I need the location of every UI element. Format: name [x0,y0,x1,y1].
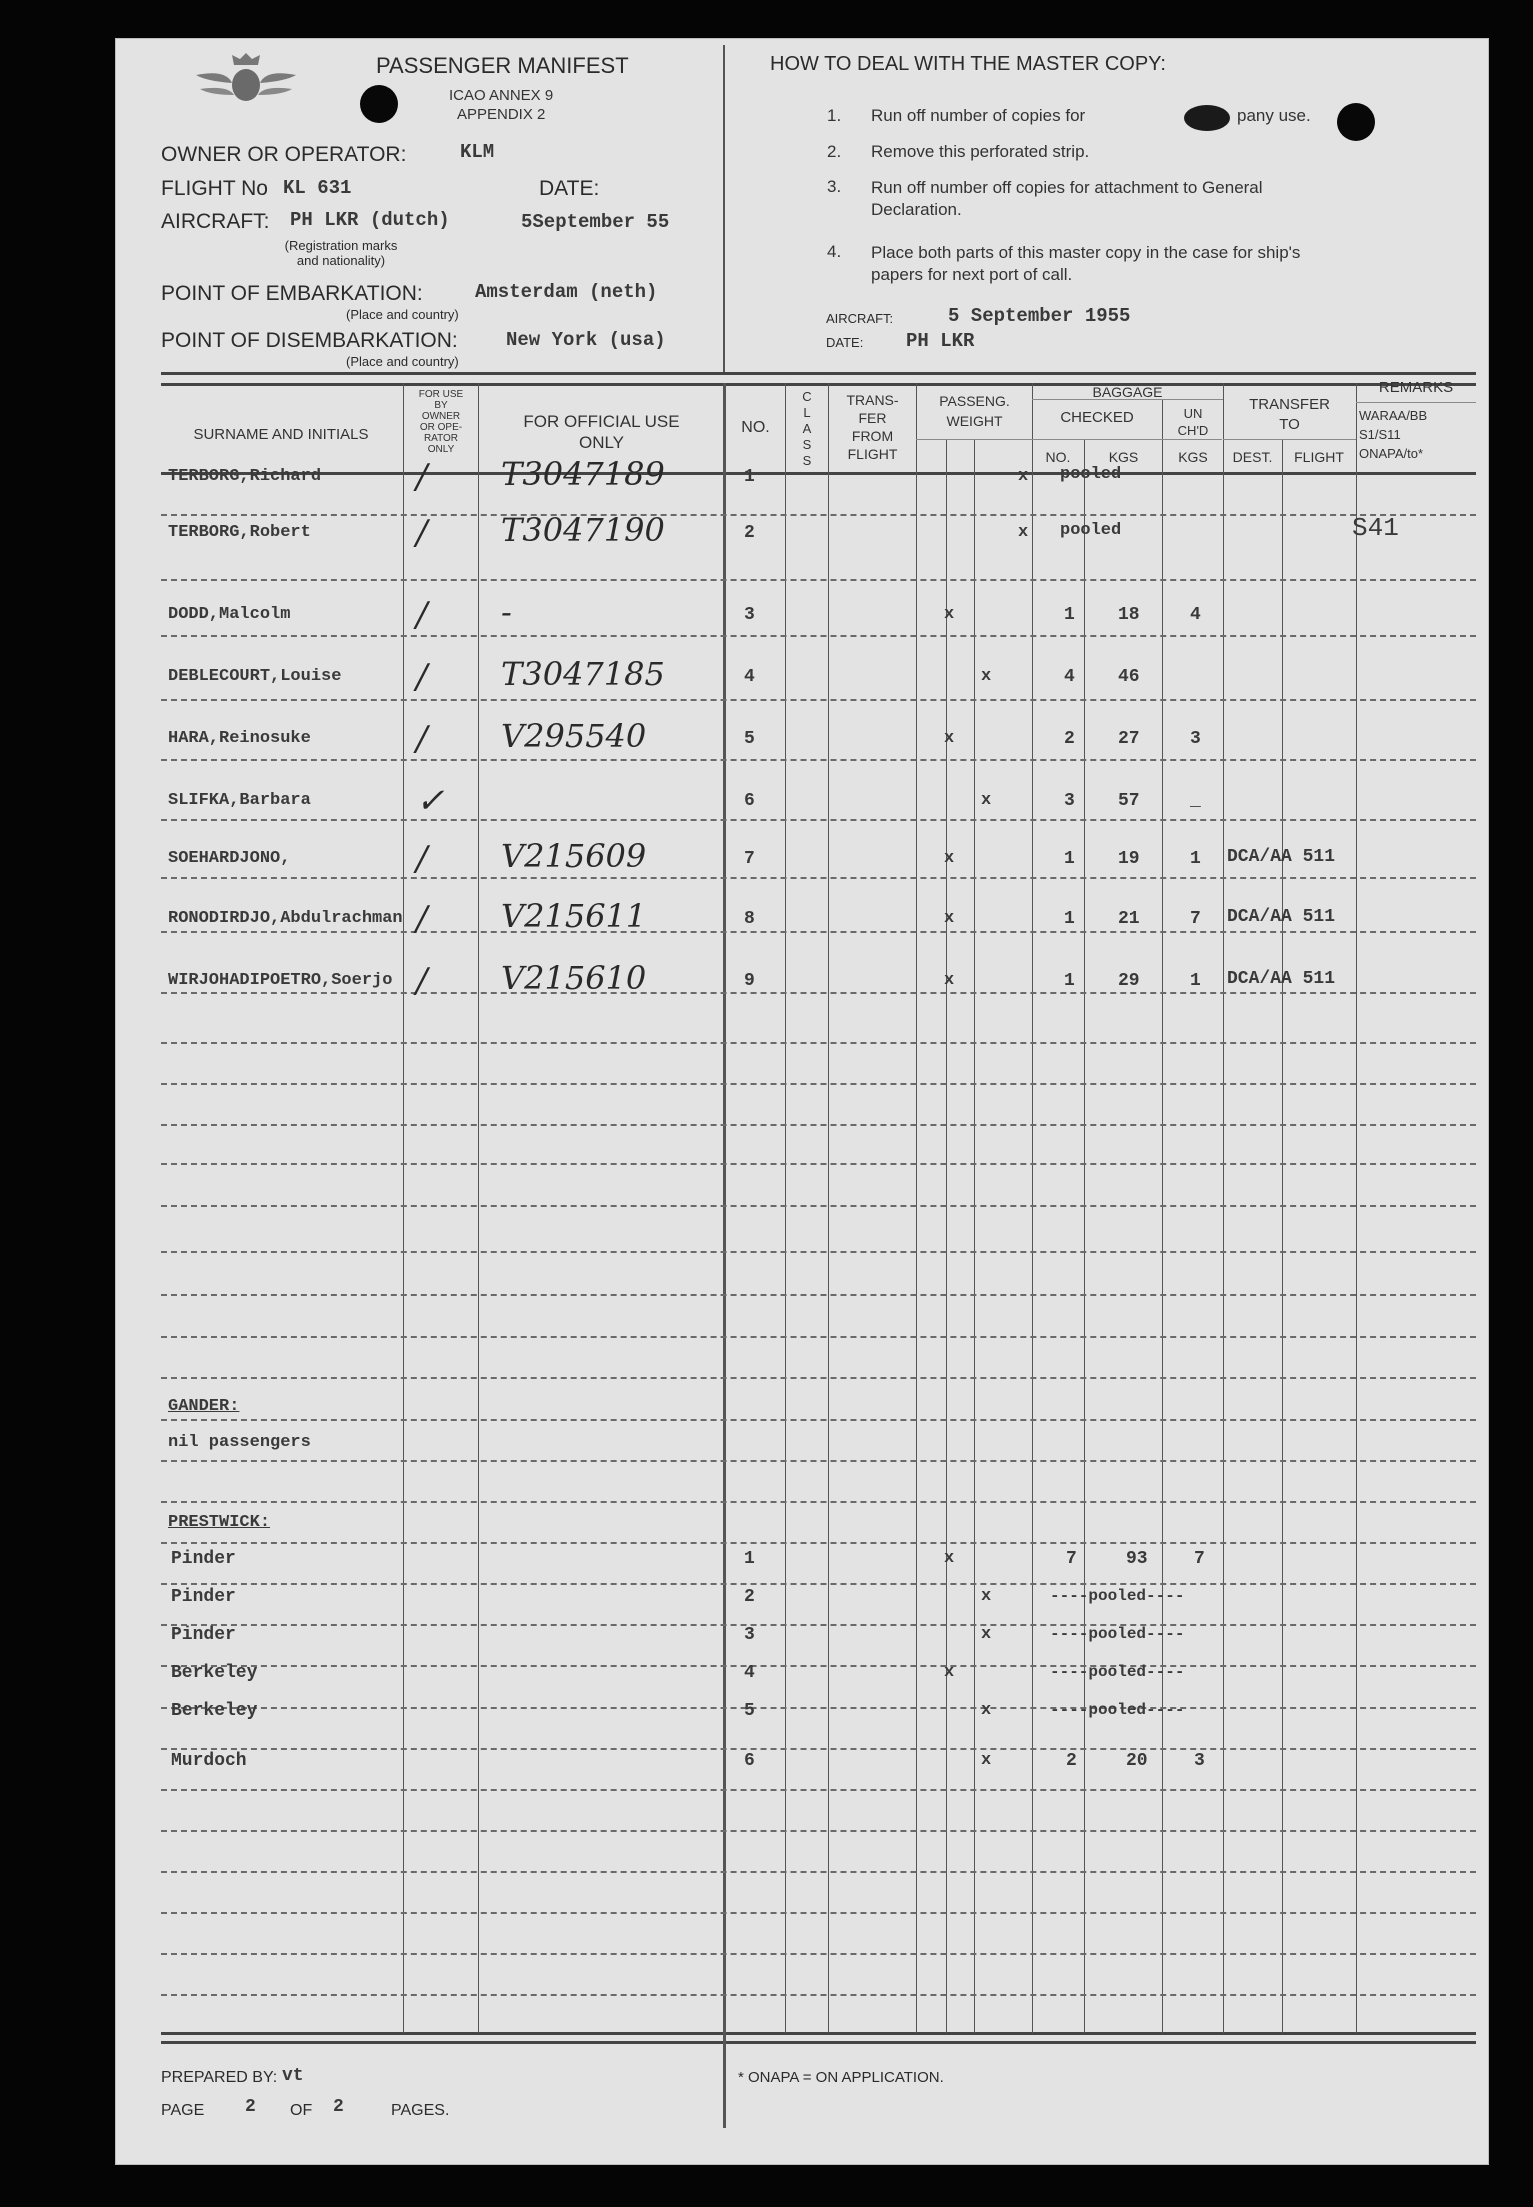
official-number: V215609 [501,837,647,875]
operator-check-mark: / [416,719,428,759]
row-separator [161,1789,1476,1791]
row-separator [161,1251,1476,1253]
flight-label: FLIGHT No [161,177,268,200]
row-separator [161,1748,1476,1750]
instr-date-value: PH LKR [906,330,975,352]
instruction-2: 2. [827,142,842,161]
date-value: 5September 55 [521,211,670,233]
prestwick-name: Pinder [171,1625,236,1645]
manifest-page [115,38,1489,2165]
prestwick-row-number: 3 [744,1625,755,1645]
table-top-rule-2 [161,383,1476,386]
col-line [1223,383,1224,2033]
row-separator [161,1042,1476,1044]
operator-check-mark: ✓ [416,781,445,821]
row-separator [161,699,1476,701]
embark-note: (Place and country) [346,307,459,322]
official-number: T3047185 [501,655,665,693]
col-remarks: REMARKS [1378,379,1454,396]
passenger-name: TERBORG,Richard [168,467,322,486]
row-separator [161,1624,1476,1626]
prestwick-baggage-pooled: ----pooled---- [1050,1625,1185,1643]
header-divider [723,45,725,375]
row-separator [161,1377,1476,1379]
col-transfer-to: TRANSFER TO [1249,396,1330,433]
prestwick-row-number: 1 [744,1549,755,1569]
instructions-title: HOW TO DEAL WITH THE MASTER COPY: [770,53,1166,75]
col-line [478,383,479,2033]
row-number: 3 [744,605,755,625]
row-separator [161,1460,1476,1462]
col-baggage: BAGGAGE [1092,384,1163,400]
official-number: T3047189 [501,455,665,493]
weight-mark: x [944,909,955,928]
row-separator [161,877,1476,879]
passenger-name: WIRJOHADIPOETRO,Soerjo [168,971,393,990]
weight-mark: x [981,667,992,686]
baggage-kgs: 57 [1118,791,1140,811]
date-label: DATE: [539,177,600,200]
official-number: V295540 [501,717,647,755]
baggage-kgs: 18 [1118,605,1140,625]
col-checked: CHECKED [1060,409,1134,426]
baggage-kgs: 19 [1118,849,1140,869]
row-separator [161,1871,1476,1873]
unchecked-kgs: 1 [1190,849,1201,869]
table-header-rule [161,472,1476,475]
row-separator [161,1912,1476,1914]
row-number: 2 [744,523,755,543]
col-line [828,383,829,2033]
baggage-kgs: 27 [1118,729,1140,749]
col-remarks-sub: WARAA/BB S1/S11 ONAPA/to* [1359,408,1428,461]
manifest-title: PASSENGER MANIFEST [376,53,629,78]
row-separator [161,1953,1476,1955]
row-separator [161,1294,1476,1296]
row-separator [161,759,1476,761]
prestwick-heading: PRESTWICK: [168,1513,271,1532]
row-separator [161,514,1476,516]
punch-hole [360,85,398,123]
operator-check-mark: / [416,595,428,635]
baggage-kgs: 29 [1118,971,1140,991]
prestwick-name: Berkeley [171,1663,258,1683]
disembark-note: (Place and country) [346,354,459,369]
baggage-kgs: 21 [1118,909,1140,929]
registration-note: (Registration marks and nationality) [284,238,398,268]
unchecked-kgs: 4 [1190,605,1201,625]
aircraft-value: PH LKR (dutch) [290,209,450,231]
instruction-1: 1. [827,106,842,125]
prestwick-baggage-pooled: ----pooled---- [1050,1663,1185,1681]
gander-note: nil passengers [168,1433,311,1452]
col-for-use: FOR USE BY OWNER OR OPE- RATOR ONLY [418,389,464,455]
official-number: - [501,593,512,631]
unchecked-kgs: 3 [1190,729,1201,749]
instruction-2-text: Remove this perforated strip. [871,142,1090,161]
weight-mark: x [1018,523,1029,542]
instruction-3-text: Run off number off copies for attachment to General Declaration. [871,178,1263,219]
weight-mark: x [944,729,955,748]
instr-aircraft-value: 5 September 1955 [948,305,1131,327]
row-separator [161,1419,1476,1421]
appendix-label: APPENDIX 2 [457,106,546,123]
prestwick-baggage-count: 2 [1066,1751,1077,1771]
weight-mark: x [944,971,955,990]
baggage-count: 1 [1064,971,1075,991]
operator-check-mark: / [416,513,428,553]
row-separator [161,1336,1476,1338]
instruction-3: 3. [827,177,842,196]
col-line [1356,383,1357,2033]
onapa-note: * ONAPA = ON APPLICATION. [738,2069,944,2086]
owner-label: OWNER OR OPERATOR: [161,143,407,166]
owner-value: KLM [460,141,495,163]
instruction-1-text: Run off number of copies for [871,106,1086,125]
ink-blot [1184,105,1230,131]
col-line [1162,399,1163,2033]
row-separator [161,1501,1476,1503]
col-kgs: KGS [1108,449,1139,465]
row-separator [161,1994,1476,1996]
col-weight: PASSENG. WEIGHT [939,393,1010,429]
transfer-destination: DCA/AA 511 [1227,847,1336,867]
of-label: OF [290,2102,313,2119]
prestwick-weight-mark: x [981,1701,992,1720]
row-separator [161,1542,1476,1544]
subheader-rule [916,439,1222,440]
embark-label: POINT OF EMBARKATION: [161,282,423,305]
page-label: PAGE [161,2102,205,2119]
row-number: 1 [744,467,755,487]
row-separator [161,1083,1476,1085]
prestwick-name: Berkeley [171,1701,258,1721]
baggage-count: 1 [1064,849,1075,869]
col-unchd: UN CH'D [1177,406,1209,438]
row-separator [161,992,1476,994]
klm-crown-logo [186,45,306,115]
row-number: 4 [744,667,755,687]
col-dest: DEST. [1232,449,1273,465]
row-separator [161,819,1476,821]
col-line [916,383,917,2033]
col-transfer-from: TRANS- FER FROM FLIGHT [846,392,899,462]
col-surname: SURNAME AND INITIALS [193,426,369,443]
row-number: 9 [744,971,755,991]
passenger-name: SOEHARDJONO, [168,849,291,868]
prestwick-baggage-kgs: 93 [1126,1549,1148,1569]
row-separator [161,635,1476,637]
page-total: 2 [333,2097,344,2117]
col-line [1032,383,1033,2033]
col-line [1282,439,1283,2033]
prestwick-row-number: 2 [744,1587,755,1607]
row-separator [161,1163,1476,1165]
baggage-kgs: 46 [1118,667,1140,687]
baggage-count: 1 [1064,909,1075,929]
col-line [974,439,975,2033]
unchecked-kgs: _ [1190,791,1201,811]
col-line [785,383,786,2033]
row-number: 5 [744,729,755,749]
weight-mark: x [944,605,955,624]
instruction-4-text: Place both parts of this master copy in the case for ship's papers for next port of call. [871,243,1301,284]
flight-value: KL 631 [283,177,352,199]
weight-mark: x [1018,467,1029,486]
subheader-rule [1356,402,1476,403]
row-separator [161,1124,1476,1126]
official-number: V215610 [501,959,647,997]
prestwick-weight-mark: x [981,1587,992,1606]
row-separator [161,1665,1476,1667]
passenger-name: SLIFKA,Barbara [168,791,311,810]
baggage-count: 3 [1064,791,1075,811]
table-bottom-rule-2 [161,2041,1476,2044]
prestwick-row-number: 6 [744,1751,755,1771]
instr-aircraft-label: AIRCRAFT: [826,311,894,326]
row-separator [161,931,1476,933]
prestwick-unchecked-kgs: 7 [1194,1549,1205,1569]
passenger-name: DODD,Malcolm [168,605,291,624]
prestwick-baggage-pooled: ----pooled---- [1050,1587,1185,1605]
prestwick-row-number: 4 [744,1663,755,1683]
prestwick-name: Murdoch [171,1751,247,1771]
prestwick-weight-mark: x [944,1549,955,1568]
col-class: C L A S S [802,389,812,468]
baggage-count: 2 [1064,729,1075,749]
transfer-destination: DCA/AA 511 [1227,907,1336,927]
instruction-4: 4. [827,242,842,261]
baggage-pooled: pooled [1060,465,1122,484]
row-number: 8 [744,909,755,929]
transfer-destination: DCA/AA 511 [1227,969,1336,989]
table-top-rule [161,372,1476,375]
prestwick-weight-mark: x [944,1663,955,1682]
embark-value: Amsterdam (neth) [475,281,658,303]
row-separator [161,1830,1476,1832]
prestwick-baggage-pooled: ----pooled---- [1050,1701,1185,1719]
operator-check-mark: / [416,961,428,1001]
prestwick-weight-mark: x [981,1625,992,1644]
pages-label: PAGES. [391,2102,450,2119]
disembark-value: New York (usa) [506,329,666,351]
passenger-name: HARA,Reinosuke [168,729,311,748]
prepared-by-label: PREPARED BY: [161,2069,278,2086]
official-number: T3047190 [501,511,665,549]
col-bag-no: NO. [1045,449,1071,465]
operator-check-mark: / [416,839,428,879]
unchecked-kgs: 1 [1190,971,1201,991]
row-number: 7 [744,849,755,869]
instr-date-label: DATE: [826,335,864,350]
col-unchd-kgs: KGS [1178,449,1208,465]
col-flight: FLIGHT [1294,449,1344,465]
col-official: FOR OFFICIAL USE ONLY [523,412,680,452]
row-number: 6 [744,791,755,811]
row-separator [161,1707,1476,1709]
operator-check-mark: / [416,457,428,497]
col-line [946,439,947,2033]
col-line [723,383,726,2128]
baggage-pooled: pooled [1060,521,1122,540]
punch-hole [1337,103,1375,141]
passenger-name: RONODIRDJO,Abdulrachman [168,909,403,928]
row-separator [161,1583,1476,1585]
prestwick-name: Pinder [171,1587,236,1607]
prestwick-unchecked-kgs: 3 [1194,1751,1205,1771]
prestwick-name: Pinder [171,1549,236,1569]
prestwick-baggage-kgs: 20 [1126,1751,1148,1771]
official-number: V215611 [501,897,647,935]
instruction-1-tail: pany use. [1237,106,1311,125]
passenger-name: TERBORG,Robert [168,523,311,542]
baggage-count: 1 [1064,605,1075,625]
subheader-rule [1223,439,1356,440]
row-separator [161,1205,1476,1207]
passenger-name: DEBLECOURT,Louise [168,667,342,686]
page-number: 2 [245,2097,256,2117]
disembark-label: POINT OF DISEMBARKATION: [161,329,458,352]
weight-mark: x [944,849,955,868]
operator-check-mark: / [416,657,428,697]
col-no: NO. [741,419,770,436]
weight-mark: x [981,791,992,810]
prepared-by-value: vt [282,2066,304,2086]
gander-heading: GANDER: [168,1397,240,1416]
prestwick-weight-mark: x [981,1751,992,1770]
prestwick-row-number: 5 [744,1701,755,1721]
col-line [1084,439,1085,2033]
remark-value: S41 [1352,513,1399,543]
row-separator [161,579,1476,581]
prestwick-baggage-count: 7 [1066,1549,1077,1569]
col-line [403,383,404,2033]
operator-check-mark: / [416,899,428,939]
table-bottom-rule [161,2032,1476,2035]
aircraft-label: AIRCRAFT: [161,210,270,233]
annex-label: ICAO ANNEX 9 [449,87,554,104]
unchecked-kgs: 7 [1190,909,1201,929]
baggage-count: 4 [1064,667,1075,687]
